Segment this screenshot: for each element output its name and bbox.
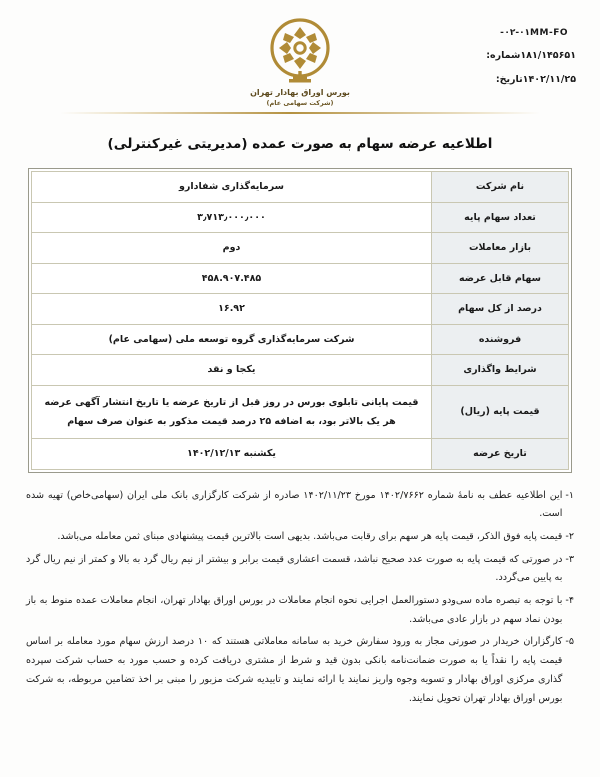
table-row: [32, 324, 569, 355]
note-text: در صورتی که قیمت پایه به صورت عدد صحیح نباشد، قسمت اعشاری قیمت برابر و بیشتر از نیم ریال گرد به بالا و کمتر از نیم ریال گرد به پایین می‌گردد.: [26, 553, 563, 584]
row-label-seller: فروشنده: [432, 324, 569, 355]
list-item: [26, 551, 574, 588]
table-row: [32, 263, 569, 294]
row-label-market: بازار معاملات: [432, 233, 569, 264]
organization-name-text: بورس اوراق بهادار تهران: [250, 88, 350, 97]
row-label-percent-of-total: درصد از کل سهام: [432, 294, 569, 325]
document-date-label: تاریخ:: [495, 74, 523, 85]
list-item: [26, 633, 574, 708]
row-value-offerable-shares: ۴۵۸.۹۰۷.۴۸۵: [32, 263, 432, 294]
header-metadata: [483, 28, 576, 98]
row-value-base-shares-count: ۳٫۷۱۳٫۰۰۰٫۰۰۰: [32, 202, 432, 233]
list-item: [26, 528, 574, 547]
notes-list: [26, 487, 574, 709]
table-row: [32, 355, 569, 386]
list-item: [26, 487, 574, 524]
row-label-offering-date: تاریخ عرضه: [432, 438, 569, 469]
document-number-line: [483, 50, 576, 61]
table-row: [32, 438, 569, 469]
row-label-company-name: نام شرکت: [432, 172, 569, 203]
row-label-base-price: قیمت پایه (ریال): [432, 385, 569, 438]
row-value-base-price: قیمت پایانی تابلوی بورس در روز قبل از تاریخ عرضه یا تاریخ انتشار آگهی عرضه هر یک بالاتر بود، به اضافه ۲۵ درصد قیمت مذکور به عنوان صرف سهام: [32, 385, 432, 438]
table-row: [32, 385, 569, 438]
row-label-transfer-terms: شرایط واگذاری: [432, 355, 569, 386]
document-date-line: [483, 74, 576, 85]
row-value-company-name: سرمایه‌گذاری شفادارو: [32, 172, 432, 203]
note-number: ۲-: [565, 530, 574, 542]
organization-subtitle: (شرکت سهامی عام): [266, 98, 334, 107]
offering-info-table-wrapper: [28, 168, 572, 473]
note-number: ۵-: [565, 636, 574, 648]
note-text: کارگزاران خریدار در صورتی مجاز به ورود سفارش خرید به سامانه معاملاتی هستند که ۱۰ درصد ارزش سهام مورد معامله بر اساس قیمت پایه را نقداً یا به صورت ضمانت‌نامه بانکی بدون قید و شرط از مشتری دریافت کرده و حسب مورد به حساب شرکت سپرده گذاری مرکزی اوراق بهادار و تسویه وجوه واریز نمایند یا ارائه نمایند و تاییدیه شرکت مزبور را مبنی بر اخذ تضامین مربوطه، به شرکت بورس اوراق بهادار تهران تحویل نمایند.: [26, 636, 563, 704]
offering-info-table-body: [32, 172, 569, 470]
header-divider: [60, 112, 540, 114]
document-header: [0, 0, 600, 118]
row-value-offering-date: یکشنبه ۱۴۰۲/۱۲/۱۳: [32, 438, 432, 469]
table-row: [32, 294, 569, 325]
note-number: ۳-: [565, 553, 574, 565]
row-label-offerable-shares: سهام قابل عرضه: [432, 263, 569, 294]
note-text: قیمت پایه فوق الذکر، قیمت پایه هر سهم برای رقابت می‌باشد. بدیهی است بالاترین قیمت پیشنهادی مبنای ثمن معامله می‌باشد.: [57, 530, 563, 542]
table-row: [32, 233, 569, 264]
form-code: ۰۲-۰۱MM-FO-: [500, 28, 568, 38]
row-value-percent-of-total: ۱۶.۹۲: [32, 294, 432, 325]
note-number: ۱-: [565, 489, 574, 501]
document-number-label: شماره:: [486, 50, 521, 61]
tehran-stock-exchange-logo-icon: [269, 18, 331, 86]
note-text: این اطلاعیه عطف به نامۀ شماره ۱۴۰۲/۷۶۶۲ مورخ ۱۴۰۲/۱۱/۲۳ صادره از شرکت کارگزاری بانک ملی ایران (سهامی‌خاص) تهیه شده است.: [26, 489, 563, 520]
row-value-seller: شرکت سرمایه‌گذاری گروه توسعه ملی (سهامی عام): [32, 324, 432, 355]
note-number: ۴-: [565, 595, 574, 607]
row-value-market: دوم: [32, 233, 432, 264]
row-value-transfer-terms: یکجا و نقد: [32, 355, 432, 386]
note-text: با توجه به تبصره ماده سی‌ودو دستورالعمل اجرایی نحوه انجام معاملات در بورس اوراق بهادار تهران، انجام معاملات عمده منوط به باز بودن نماد سهم در بازار عادی می‌باشد.: [26, 595, 563, 625]
page-title: اطلاعیه عرضه سهام به صورت عمده (مدیریتی غیرکنترلی): [107, 136, 493, 152]
table-row: [32, 202, 569, 233]
document-date-value: ۱۴۰۲/۱۱/۲۵: [522, 74, 576, 85]
offering-info-table: [31, 171, 569, 470]
list-item: [26, 592, 574, 629]
row-label-base-shares-count: تعداد سهام پایه: [432, 202, 569, 233]
table-row: [32, 172, 569, 203]
document-number-value: ۱۸۱/۱۴۵۶۵۱: [520, 50, 576, 61]
